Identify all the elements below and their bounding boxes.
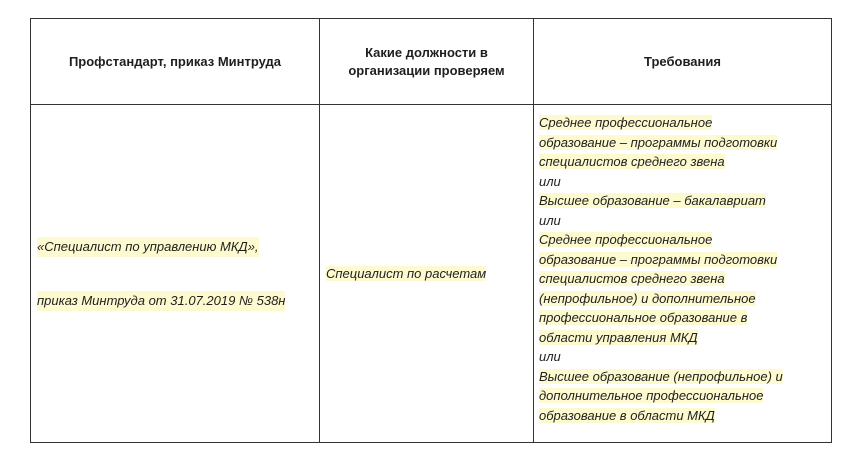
- requirement-line: Высшее образование (непрофильное) и: [539, 368, 783, 384]
- requirement-line: образование – программы подготовки: [539, 251, 778, 267]
- requirement-or: или: [539, 349, 561, 364]
- requirement-line: Высшее образование – бакалавриат: [539, 193, 766, 208]
- header-requirements: [534, 19, 832, 105]
- standard-title: «Специалист по управлению МКД»,: [37, 237, 259, 257]
- requirement-line: специалистов среднего звена: [539, 154, 725, 169]
- header-positions-line2: организации проверяем: [348, 62, 505, 78]
- header-positions: [320, 19, 534, 105]
- requirement-line: профессиональное образование в: [539, 310, 748, 325]
- requirement-line: Среднее профессиональное: [539, 232, 713, 247]
- header-positions-line1: Какие должности в: [365, 44, 488, 60]
- requirement-line: (непрофильное) и дополнительное: [539, 290, 756, 306]
- table-row: [31, 105, 832, 443]
- requirement-or: или: [539, 212, 561, 228]
- standard-cell: [31, 105, 320, 443]
- requirement-line: области управления МКД: [539, 329, 698, 345]
- requirement-or: или: [539, 173, 561, 189]
- requirement-line: образование в области МКД: [539, 407, 715, 423]
- position-name: Специалист по расчетам: [326, 266, 487, 281]
- requirements-cell: [534, 105, 832, 443]
- requirements-table: [30, 18, 832, 443]
- header-requirements-label: Требования: [644, 53, 721, 69]
- requirement-line: специалистов среднего звена: [539, 271, 725, 286]
- standard-order: приказ Минтруда от 31.07.2019 № 538н: [37, 291, 285, 311]
- header-row: [31, 19, 832, 105]
- header-standard-label: Профстандарт, приказ Минтруда: [68, 53, 282, 69]
- requirement-line: дополнительное профессиональное: [539, 388, 764, 403]
- header-standard: [31, 19, 320, 105]
- requirement-line: образование – программы подготовки: [539, 134, 778, 150]
- requirement-line: Среднее профессиональное: [539, 115, 713, 130]
- requirements-list: [534, 105, 831, 425]
- position-cell: [320, 105, 534, 443]
